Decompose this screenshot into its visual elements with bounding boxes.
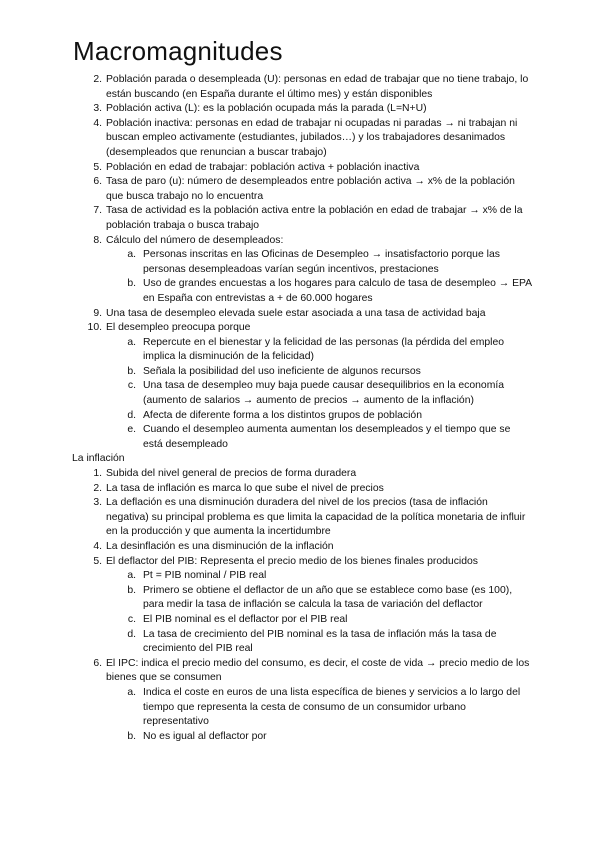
sub-list-item-letter: a. [127,686,136,698]
unemployment-list [72,73,532,452]
list-item [72,307,532,322]
sub-list-item-text: Señala la posibilidad del uso ineficiente de algunos recursos [143,365,421,377]
list-item [72,482,532,497]
list-item [72,117,532,161]
list-item-text: Subida del nivel general de precios de forma duradera [106,468,357,480]
list-item-number: 3. [93,103,102,115]
sub-list-item-letter: b. [127,278,136,290]
sub-list-item [72,409,532,424]
sub-list-item-text: Indica el coste en euros de una lista específica de bienes y servicios a lo largo del tiempo que representa la cesta de consumo de un consumidor urbano representativo [143,686,521,728]
sub-list-item-letter: b. [127,365,136,377]
inflation-list [72,467,532,744]
list-item-number: 2. [93,74,102,85]
list-item [72,73,532,102]
page-title: Macromagnitudes [73,36,283,66]
sub-list-item-text: Uso de grandes encuestas a los hogares para calculo de tasa de desempleo → EPA en España con entrevistas a + de 60.000 hogares [143,278,532,304]
list-item-text: El deflactor del PIB: Representa el precio medio de los bienes finales producidos [106,555,478,567]
sub-list-item [72,569,532,584]
sub-list-item-letter: a. [127,570,136,582]
list-item-number: 4. [93,541,102,552]
sub-list-item-letter: e. [127,424,136,436]
sub-list-item-text: La tasa de crecimiento del PIB nominal es la tasa de inflación más la tasa de crecimiento del PIB real [143,628,497,655]
sub-list-item-text: No es igual al deflactor por [143,730,267,742]
sub-list-item-letter: c. [127,380,136,392]
sub-list-item [72,365,532,380]
sub-list-item [72,613,532,628]
list-item-number: 6. [93,657,102,669]
list-item-text: Cálculo del número de desempleados: [106,234,284,246]
sub-list-item-text: Pt = PIB nominal / PIB real [143,570,267,582]
list-item [72,204,532,233]
sub-list-item [72,277,532,306]
list-item-text: Una tasa de desempleo elevada suele estar asociada a una tasa de actividad baja [106,307,486,319]
list-item-text: Población inactiva: personas en edad de trabajar ni ocupadas ni paradas → ni trabajan ni buscan empleo activamente (estudiantes, jubilados…) y los trabajadores desanimados (desempleados que renuncian a buscar trabajo) [106,117,518,158]
list-item-text: Población parada o desempleada (U): personas en edad de trabajar que no tiene trabajo, lo están buscando (en España durante el último mes) y están disponibles [106,74,529,100]
list-item-number: 7. [93,205,102,217]
list-item-text: La deflación es una disminución duradera del nivel de los precios (tasa de inflación negativa) su principal problema es que limita la capacidad de la política monetaria de influir en la producción y que aumenta la incertidumbre [106,497,526,538]
list-item [72,161,532,176]
list-item [72,175,532,204]
list-item-text: El IPC: indica el precio medio del consumo, es decir, el coste de vida → precio medio de los bienes que se consumen [106,657,530,684]
list-item-text: Tasa de paro (u): número de desempleados entre población activa → x% de la población que busca trabajo no lo encuentra [106,176,515,202]
list-item-number: 5. [93,161,102,173]
sub-list-item-text: Una tasa de desempleo muy baja puede causar desequilibrios en la economía (aumento de salarios → aumento de precios → aumento de la inflación) [143,380,505,407]
list-item-text: Población activa (L): es la población ocupada más la parada (L=N+U) [106,103,427,115]
list-item-text: Población en edad de trabajar: población activa + población inactiva [106,161,420,173]
section-title-inflation: La inflación [72,453,125,465]
list-item-text: Tasa de actividad es la población activa entre la población en edad de trabajar → x% de la población trabaja o busca trabajo [106,205,523,231]
sub-list-item [72,248,532,277]
list-item-number: 2. [93,482,102,494]
list-item-text: La tasa de inflación es marca lo que sube el nivel de precios [106,482,384,494]
list-item [72,321,532,336]
sub-list-item [72,730,532,745]
list-item [72,102,532,117]
list-item-number: 6. [93,176,102,188]
sub-list-item-text: Cuando el desempleo aumenta aumentan los desempleados y el tiempo que se está desempleado [143,424,511,450]
list-item [72,555,532,570]
list-item-number: 8. [93,234,102,246]
list-item [72,496,532,540]
list-item-text: La desinflación es una disminución de la inflación [106,541,334,552]
sub-list-item [72,336,532,365]
sub-list-item-text: Repercute en el bienestar y la felicidad de las personas (la pérdida del empleo implica la disminución de la felicidad) [143,336,505,363]
sub-list-item-text: El PIB nominal es el deflactor por el PIB real [143,613,348,625]
sub-list-item [72,379,532,408]
list-item [72,657,532,686]
sub-list-item-letter: d. [127,409,136,421]
sub-list-item-letter: d. [127,628,136,640]
document-body [72,73,532,744]
list-item-number: 3. [93,497,102,509]
list-item-number: 9. [93,307,102,319]
sub-list-item-text: Personas inscritas en las Oficinas de Desempleo → insatisfactorio porque las personas desempleadoas varían según incentivos, prestaciones [143,249,500,275]
list-item-number: 4. [93,117,102,129]
sub-list-item-letter: a. [127,249,136,261]
list-item [72,467,532,482]
list-item-number: 5. [93,555,102,567]
list-item-number: 1. [93,468,102,480]
list-item [72,540,532,555]
list-item-number: 10. [87,322,102,334]
sub-list-item-letter: b. [127,584,136,596]
sub-list-item-text: Primero se obtiene el deflactor de un año que se establece como base (es 100), para medir la tasa de inflación se calcula la tasa de variación del deflactor [143,584,513,611]
sub-list-item [72,423,532,452]
sub-list-item [72,686,532,730]
sub-list-item-letter: b. [127,730,136,742]
list-item-text: El desempleo preocupa porque [106,322,251,334]
sub-list-item-letter: c. [127,613,136,625]
sub-list-item [72,584,532,613]
list-item [72,234,532,249]
sub-list-item-text: Afecta de diferente forma a los distintos grupos de población [143,409,422,421]
sub-list-item [72,628,532,657]
sub-list-item-letter: a. [127,336,136,348]
